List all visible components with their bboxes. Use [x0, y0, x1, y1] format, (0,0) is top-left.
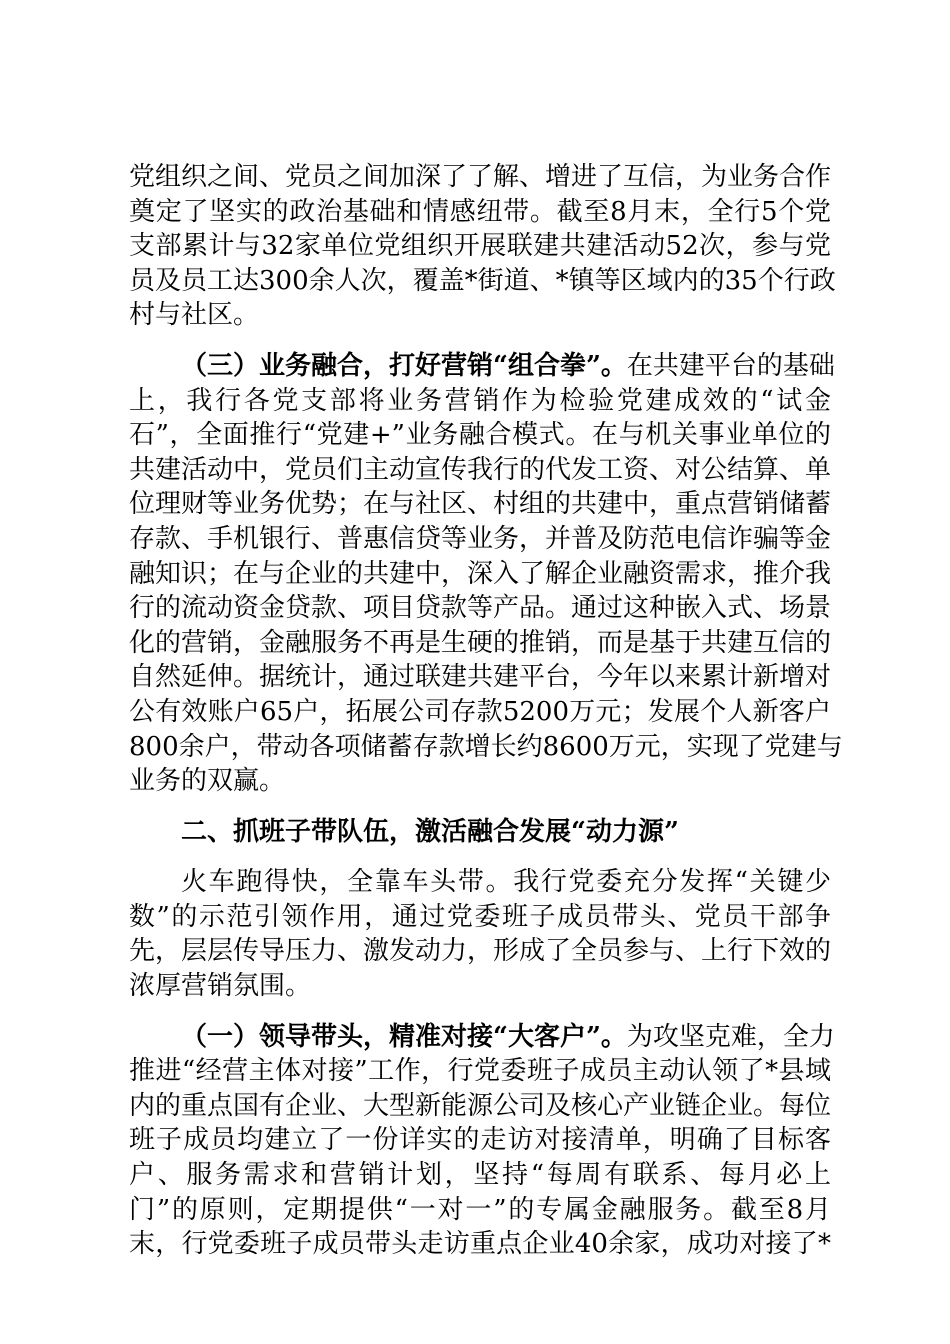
text-line: 门”的原则，定期提供“一对一”的专属金融服务。截至8月 [129, 1194, 831, 1225]
text-line: 上，我行各党支部将业务营销作为检验党建成效的“试金 [129, 385, 831, 416]
text-line: 内的重点国有企业、大型新能源公司及核心产业链企业。每位 [129, 1090, 832, 1121]
text-line: 火车跑得快，全靠车头带。我行党委充分发挥“关键少 [181, 867, 831, 898]
text-line: 支部累计与32家单位党组织开展联建共建活动52次，参与党 [129, 231, 831, 262]
text-line: 共建活动中，党员们主动宣传我行的代发工资、对公结算、单 [129, 454, 832, 485]
text-line: 党组织之间、党员之间加深了了解、增进了互信，为业务合作 [129, 162, 832, 192]
text-line: 行的流动资金贷款、项目贷款等产品。通过这种嵌入式、场景 [129, 593, 832, 624]
text-line [129, 349, 835, 384]
text-line: 员及员工达300余人次，覆盖*街道、*镇等区域内的35个行政 [129, 265, 836, 296]
text-line: 数”的示范引领作用，通过党委班子成员带头、党员干部争 [129, 901, 831, 932]
text-line: 位理财等业务优势；在与社区、村组的共建中，重点营销储蓄 [129, 489, 832, 520]
paragraph-3 [129, 865, 831, 1003]
text-line: 化的营销，金融服务不再是生硬的推销，而是基于共建互信的 [129, 627, 832, 658]
text-line: 末，行党委班子成员带头走访重点企业40余家，成功对接了* [129, 1229, 831, 1260]
text-line: 先，层层传导压力、激发动力，形成了全员参与、上行下效的 [129, 936, 832, 967]
section-title: 二、抓班子带队伍，激活融合发展“动力源” [181, 816, 679, 847]
text-line: 推进“经营主体对接”工作，行党委班子成员主动认领了*县域 [129, 1056, 831, 1087]
subsection-heading: （一）领导带头，精准对接“大客户”。 [181, 1021, 627, 1052]
paragraph-2 [129, 349, 843, 799]
text-line: 奠定了坚实的政治基础和情感纽带。截至8月末，全行5个党 [129, 196, 831, 227]
text-line: 800余户，带动各项储蓄存款增长约8600万元，实现了党建与 [129, 731, 843, 762]
document-page [129, 160, 843, 1262]
text-line: 石”，全面推行“党建+”业务融合模式。在与机关事业单位的 [129, 420, 831, 451]
paragraph-1 [129, 160, 836, 333]
text-line: 融知识；在与企业的共建中，深入了解企业融资需求，推介我 [129, 558, 832, 589]
subsection-heading: （三）业务融合，打好营销“组合拳”。 [181, 350, 627, 381]
text-line: 班子成员均建立了一份详实的走访对接清单，明确了目标客 [129, 1125, 831, 1156]
text-run: 在共建平台的基础 [626, 350, 835, 381]
text-line: 浓厚营销氛围。 [129, 971, 312, 1002]
paragraph-4 [129, 1020, 835, 1262]
text-line [129, 1020, 835, 1055]
text-line: 自然延伸。据统计，通过联建共建平台，今年以来累计新增对 [129, 662, 832, 693]
text-line: 户、服务需求和营销计划，坚持“每周有联系、每月必上 [129, 1160, 831, 1191]
text-line: 公有效账户65户，拓展公司存款5200万元；发展个人新客户 [129, 696, 831, 727]
text-line: 村与社区。 [129, 300, 260, 331]
text-run: 为攻坚克难，全力 [626, 1021, 835, 1052]
text-line: 存款、手机银行、普惠信贷等业务，并普及防范电信诈骗等金 [129, 523, 832, 554]
text-line: 业务的双赢。 [129, 766, 286, 797]
